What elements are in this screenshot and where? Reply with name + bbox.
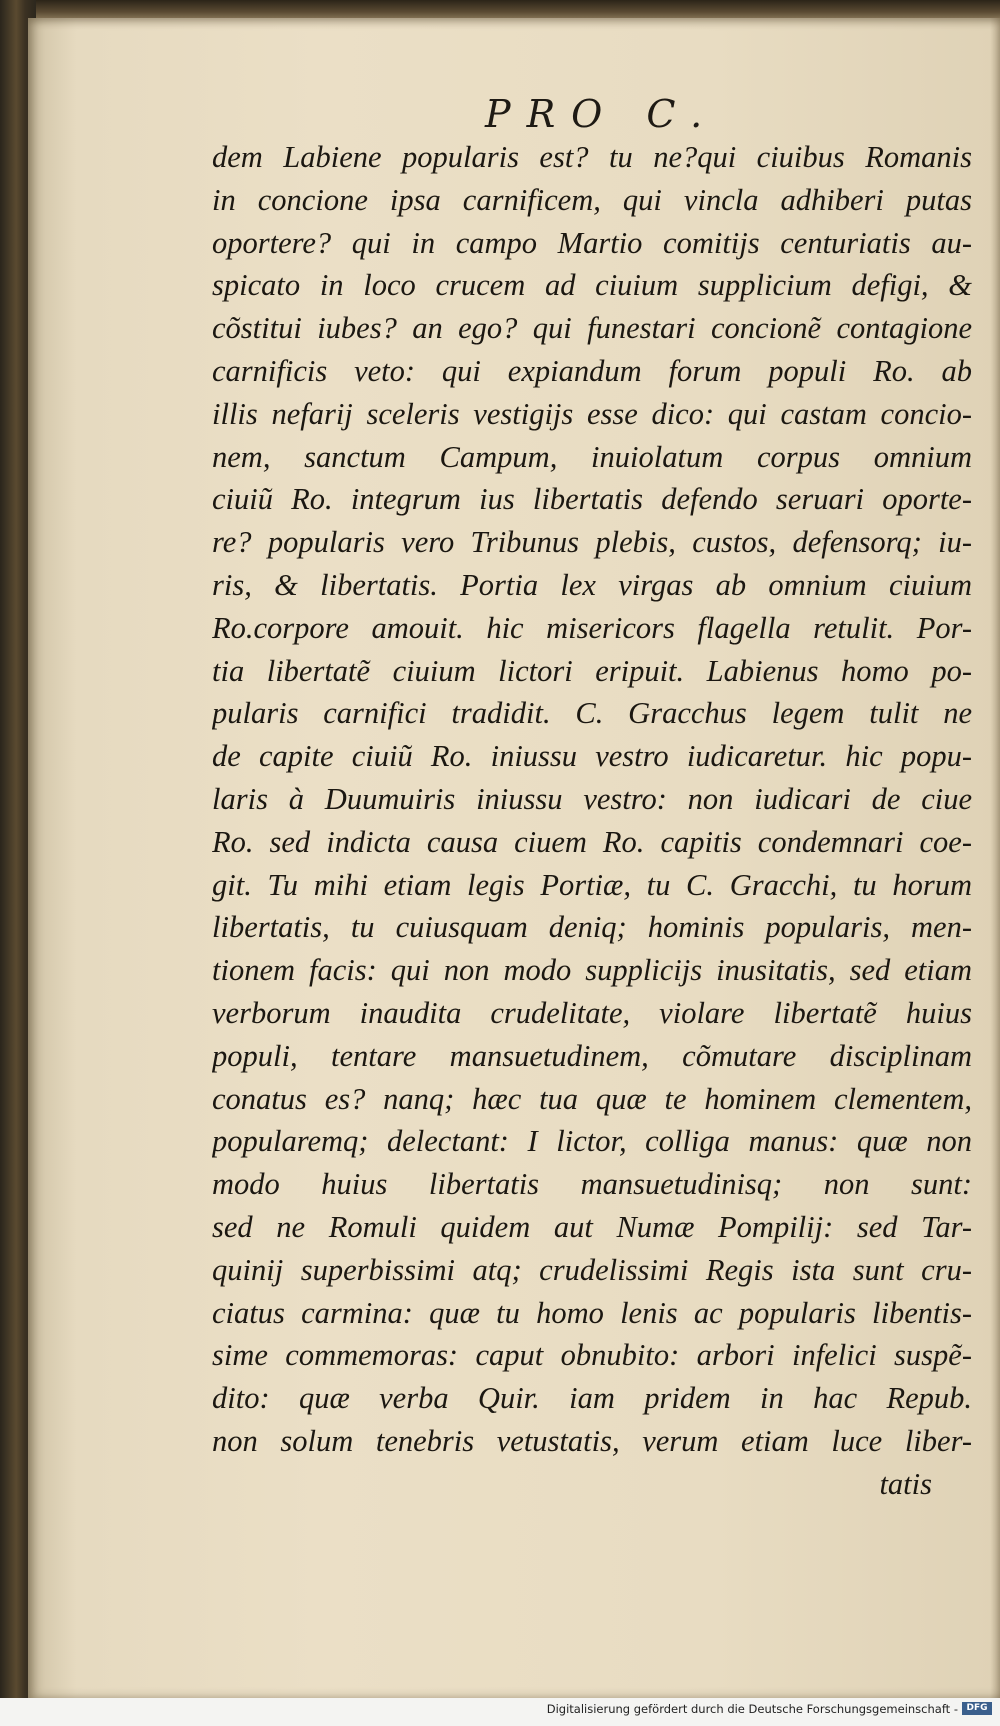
text-line: re? popularis vero Tribunus plebis, custos, defensorq; iu-: [212, 525, 972, 560]
body-text: [212, 136, 972, 1506]
text-line: in concione ipsa carnificem, qui vincla adhiberi putas: [212, 182, 972, 217]
text-line: popularemq; delectant: I lictor, colliga manus: quæ non: [212, 1124, 972, 1159]
text-line: non solum tenebris vetustatis, verum etiam luce liber-: [212, 1423, 972, 1458]
text-line: libertatis, tu cuiusquam deniq; hominis popularis, men-: [212, 910, 972, 945]
text-line: populi, tentare mansuetudinem, cõmutare disciplinam: [212, 1038, 972, 1073]
text-line: sime commemoras: caput obnubito: arbori infelici suspẽ-: [212, 1338, 972, 1373]
text-line: ciatus carmina: quæ tu homo lenis ac popularis libentis-: [212, 1295, 972, 1330]
text-line: dem Labiene popularis est? tu ne?qui ciuibus Romanis: [212, 140, 972, 174]
text-line: tia libertatẽ ciuium lictori eripuit. Labienus homo po-: [212, 653, 972, 688]
text-line: conatus es? nanq; hæc tua quæ te hominem clementem,: [212, 1081, 972, 1116]
page-right-shadow: [990, 18, 1000, 1698]
dfg-logo[interactable]: DFG: [962, 1702, 992, 1715]
text-line: ciuiũ Ro. integrum ius libertatis defendo seruari oporte-: [212, 482, 972, 517]
text-line: sed ne Romuli quidem aut Numæ Pompilij: sed Tar-: [212, 1209, 972, 1244]
text-line: quinij superbissimi atq; crudelissimi Regis ista sunt cru-: [212, 1252, 972, 1287]
text-line: laris à Duumuiris iniussu vestro: non iudicari de ciue: [212, 781, 972, 816]
text-line: carnificis veto: qui expiandum forum populi Ro. ab: [212, 353, 972, 388]
text-line: git. Tu mihi etiam legis Portiæ, tu C. Gracchi, tu horum: [212, 867, 972, 902]
catchword: tatis: [879, 1466, 932, 1501]
text-line: nem, sanctum Campum, inuiolatum corpus omnium: [212, 439, 972, 474]
text-line: de capite ciuiũ Ro. iniussu vestro iudicaretur. hic popu-: [212, 739, 972, 774]
text-line: verborum inaudita crudelitate, violare libertatẽ huius: [212, 995, 972, 1030]
text-line: spicato in loco crucem ad ciuium supplicium defigi, &: [212, 268, 972, 303]
text-line: oportere? qui in campo Martio comitijs centuriatis au-: [212, 225, 972, 260]
text-line: modo huius libertatis mansuetudinisq; non sunt:: [212, 1167, 972, 1202]
text-line: Ro. sed indicta causa ciuem Ro. capitis condemnari coe-: [212, 824, 972, 859]
top-page-edge: [36, 0, 1000, 20]
text-line: Ro.corpore amouit. hic misericors flagella retulit. Por-: [212, 610, 972, 645]
text-line: pularis carnifici tradidit. C. Gracchus legem tulit ne: [212, 696, 972, 731]
funding-credit: Digitalisierung gefördert durch die Deutsche Forschungsgemeinschaft -: [546, 1702, 958, 1716]
text-line: ris, & libertatis. Portia lex virgas ab omnium ciuium: [212, 567, 972, 602]
text-line: illis nefarij sceleris vestigijs esse dico: qui castam concio-: [212, 396, 972, 431]
text-line: dito: quæ verba Quir. iam pridem in hac Repub.: [212, 1381, 972, 1416]
running-head: PRO C.: [485, 92, 719, 136]
text-line: tionem facis: qui non modo supplicijs inusitatis, sed etiam: [212, 953, 972, 988]
text-line: cõstitui iubes? an ego? qui funestari concionẽ contagione: [212, 311, 972, 346]
